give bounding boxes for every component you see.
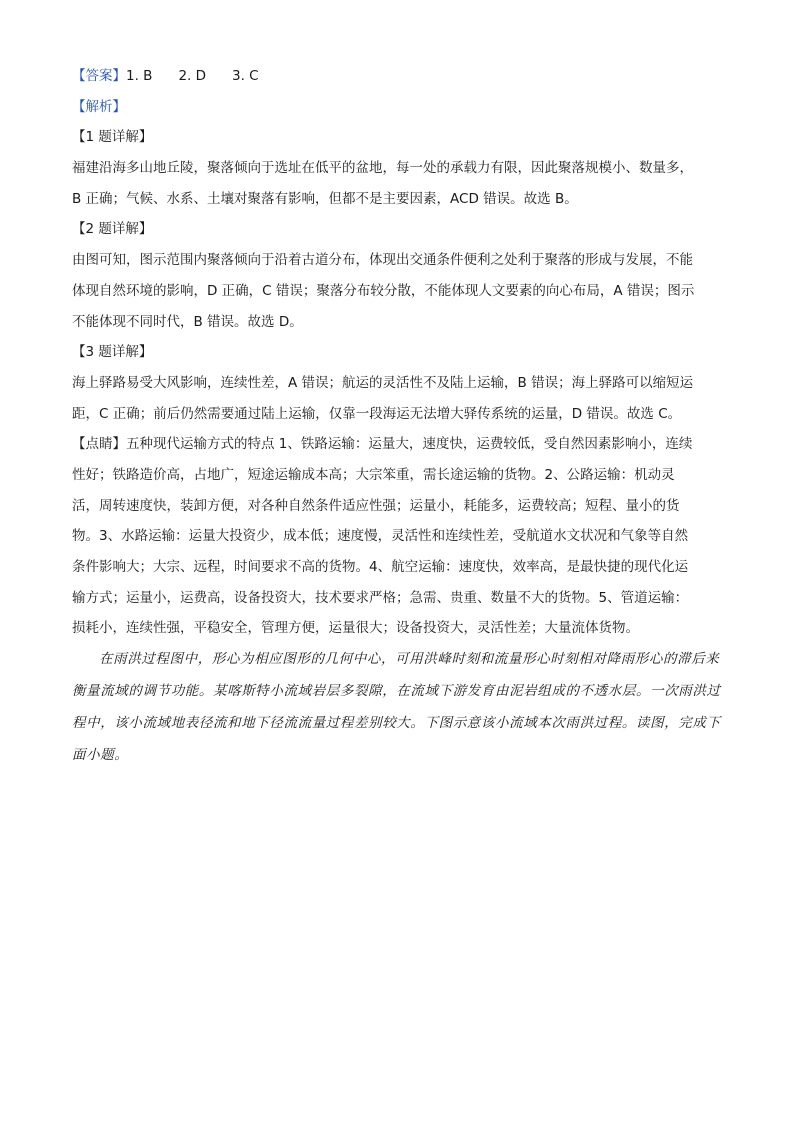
tip-line: 损耗小，连续性强，平稳安全，管理方便，运量很大；设备投资大，灵活性差；大量流体货物。 [72,620,639,637]
question-intro [72,647,722,768]
tip-text: 五种现代运输方式的特点 1、铁路运输：运量大，速度快，运费较低，受自然因素影响小，连续 [126,436,693,453]
question-line: 面小题。 [72,747,129,764]
tip-line: 条件影响大；大宗、远程，时间要求不高的货物。4、航空运输：速度快，效率高，是最快捷的现代化运 [72,559,689,575]
question-line: 衡量流域的调节功能。某喀斯特小流域岩层多裂隙，在流域下游发育由泥岩组成的不透水层。一次雨洪过 [72,683,721,700]
analysis-label: 【解析】 [72,98,126,115]
answer-item-3: 3. C [232,68,259,84]
q1-line: B 正确；气候、水系、土壤对聚落有影响，但都不是主要因素，ACD 错误。故选 B。 [72,190,578,207]
tip-line: 输方式；运量小，运费高，设备投资大，技术要求严格；急需、贵重、数量不大的货物。5、管道运输： [72,589,689,606]
q1-heading: 【1 题详解】 [72,129,153,146]
tip-line [72,432,722,457]
q2-heading: 【2 题详解】 [72,221,153,238]
q3-heading: 【3 题详解】 [72,344,153,361]
tip-line: 性好；铁路造价高，占地广，短途运输成本高；大宗笨重，需长途运输的货物。2、公路运输：机动灵 [72,466,675,483]
tip-label: 【点睛】 [72,436,126,453]
q1-line: 福建沿海多山地丘陵，聚落倾向于选址在低平的盆地，每一处的承载力有限，因此聚落规模小、数量多， [72,160,693,177]
answer-label: 【答案】 [72,68,126,84]
question-line: 在雨洪过程图中，形心为相应图形的几何中心，可用洪峰时刻和流量形心时刻相对降雨形心的滞后来 [99,651,720,668]
q3-line: 距，C 正确；前后仍然需要通过陆上运输，仅靠一段海运无法增大驿传系统的运量，D 错误。故选 C。 [72,405,682,422]
tip-line: 活，周转速度快，装卸方便，对各种自然条件适应性强；运量小，耗能多，运费较高；短程、量小的货 [72,497,680,514]
q2-line: 体现自然环境的影响，D 正确，C 错误；聚落分布较分散，不能体现人文要素的向心布局，A 错误；图示 [72,282,695,299]
question-line: 程中，该小流域地表径流和地下径流流量过程差别较大。下图示意该小流域本次雨洪过程。读图，完成下 [72,715,721,732]
q2-line: 不能体现不同时代，B 错误。故选 D。 [72,313,303,330]
q3-explanation [72,371,722,426]
answer-line [72,64,722,89]
tip-block [72,432,722,641]
tip-line: 物。3、水路运输：运量大投资少，成本低；速度慢，灵活性和连续性差，受航道水文状况和气象等自然 [72,528,689,545]
q1-explanation [72,156,722,211]
document-page [72,64,722,775]
answer-item-2: 2. D [178,68,207,84]
answer-item-1: 1. B [126,68,153,84]
q2-explanation [72,248,722,334]
q3-line: 海上驿路易受大风影响，连续性差，A 错误；航运的灵活性不及陆上运输，B 错误；海上驿路可以缩短运 [72,374,694,391]
q2-line: 由图可知，图示范围内聚落倾向于沿着古道分布，体现出交通条件便利之处利于聚落的形成与发展，不能 [72,252,693,269]
